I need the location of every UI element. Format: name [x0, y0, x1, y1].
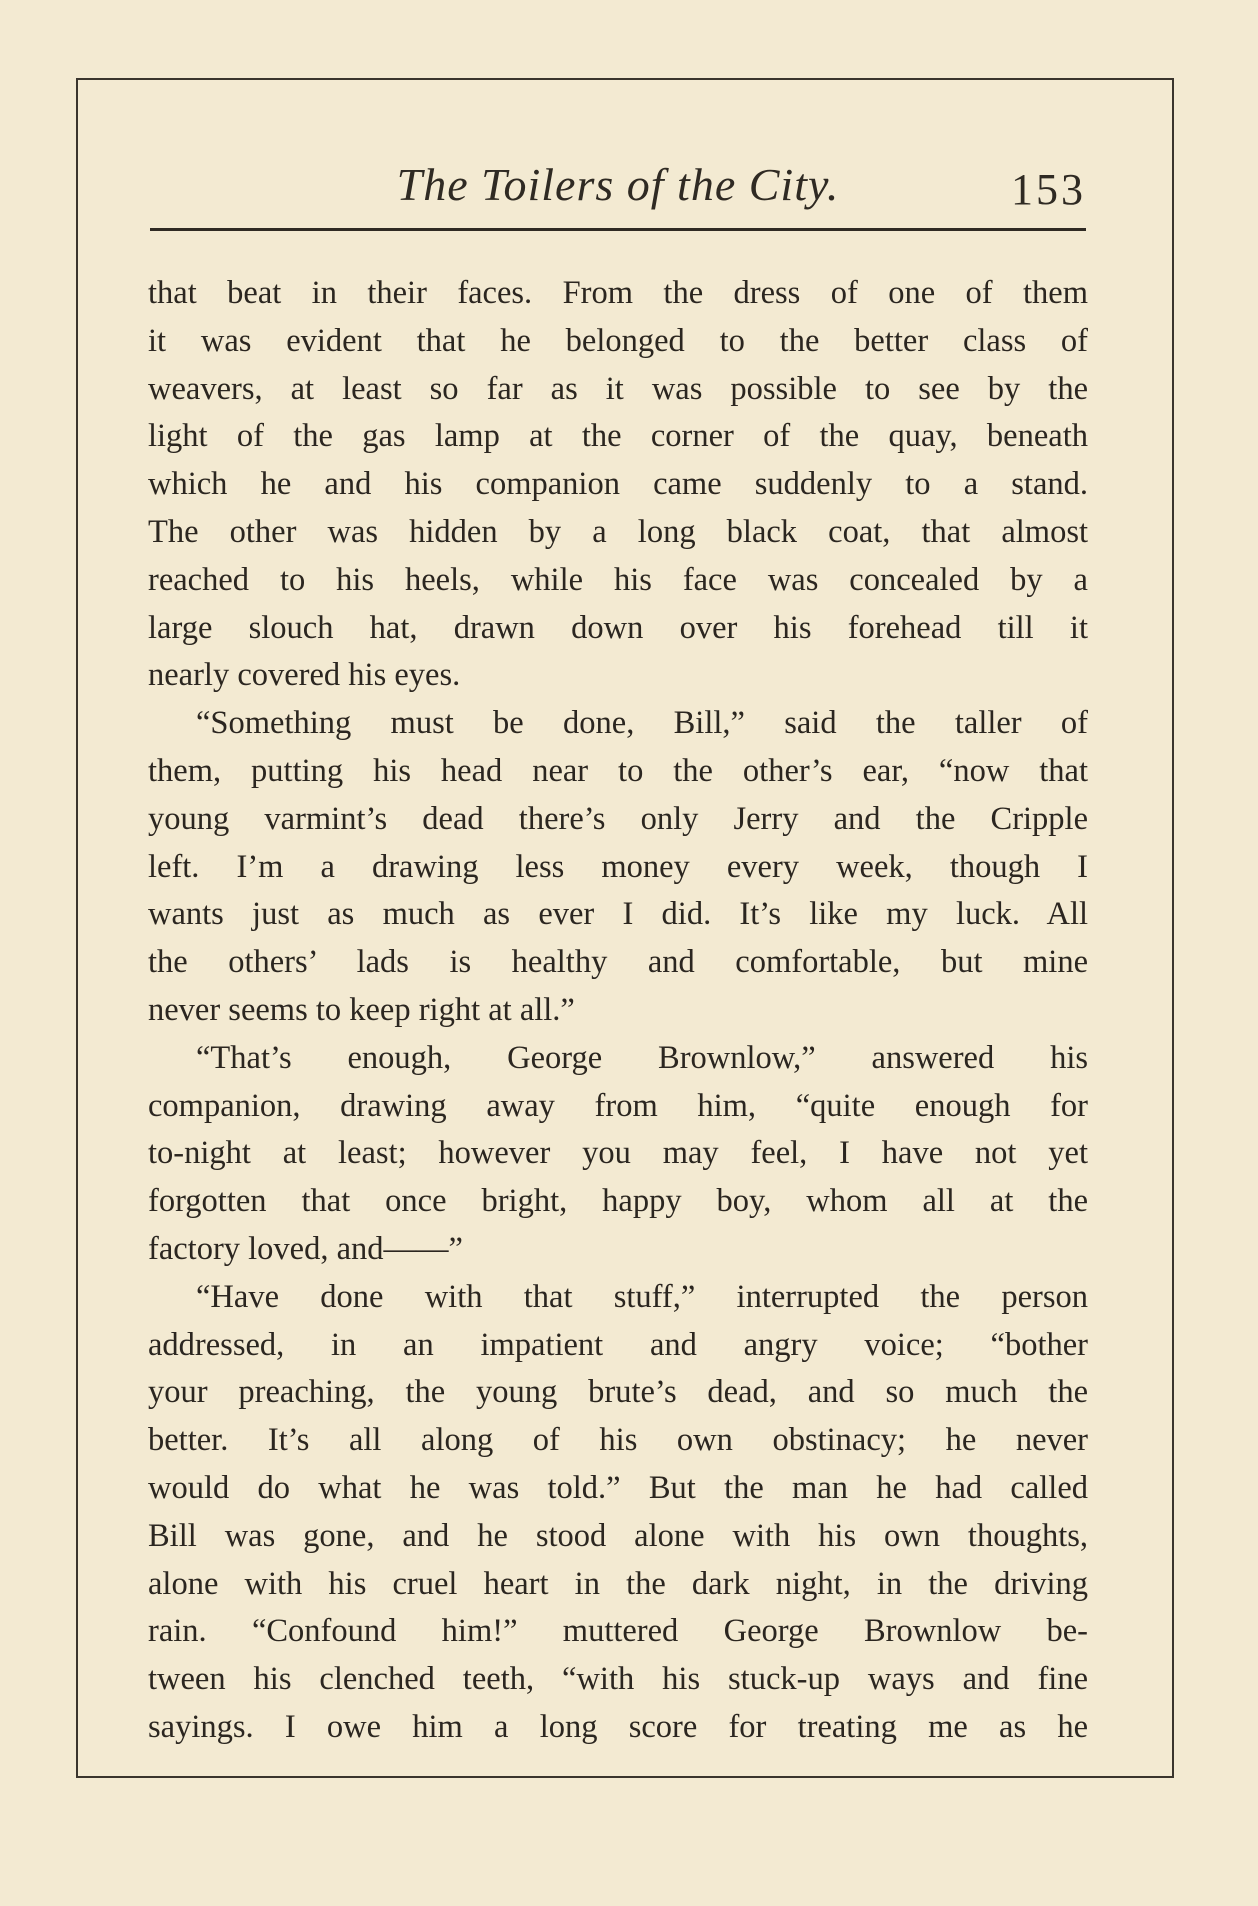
text-line: young varmint’s dead there’s only Jerry and the Cripple: [148, 800, 1088, 837]
text-line: The other was hidden by a long black coat, that almost: [148, 513, 1088, 550]
text-line: forgotten that once bright, happy boy, whom all at the: [148, 1183, 1088, 1220]
text-line: the others’ lads is healthy and comfortable, but mine: [148, 944, 1088, 981]
text-line: better. It’s all along of his own obstinacy; he never: [148, 1422, 1088, 1459]
text-line: nearly covered his eyes.: [148, 657, 461, 694]
text-line: weavers, at least so far as it was possible to see by the: [148, 370, 1088, 407]
text-line: never seems to keep right at all.”: [148, 991, 575, 1028]
body-text: [148, 270, 1088, 1752]
text-line: addressed, in an impatient and angry voice; “bother: [148, 1326, 1088, 1363]
text-line: that beat in their faces. From the dress of one of them: [148, 275, 1088, 311]
text-line: sayings. I owe him a long score for treating me as he: [148, 1708, 1088, 1745]
page-number: 153: [1011, 165, 1086, 214]
text-line: Bill was gone, and he stood alone with his own thoughts,: [148, 1517, 1088, 1554]
text-line: alone with his cruel heart in the dark night, in the driving: [148, 1565, 1088, 1602]
text-line: rain. “Confound him!” muttered George Brownlow be-: [148, 1613, 1088, 1650]
text-line: your preaching, the young brute’s dead, and so much the: [148, 1374, 1088, 1411]
text-line: left. I’m a drawing less money every week, though I: [148, 848, 1088, 885]
text-line: “Something must be done, Bill,” said the taller of: [196, 705, 1088, 742]
text-line: to-night at least; however you may feel, I have not yet: [148, 1135, 1088, 1172]
running-head: [150, 150, 1086, 226]
text-line: would do what he was told.” But the man he had called: [148, 1469, 1088, 1506]
text-line: tween his clenched teeth, “with his stuck-up ways and fine: [148, 1661, 1088, 1698]
text-line: factory loved, and——”: [148, 1230, 463, 1267]
text-line: reached to his heels, while his face was concealed by a: [148, 561, 1088, 598]
text-line: wants just as much as ever I did. It’s like my luck. All: [148, 896, 1088, 933]
text-line: “Have done with that stuff,” interrupted the person: [196, 1278, 1088, 1315]
running-title: The Toilers of the City.: [396, 159, 840, 210]
text-line: “That’s enough, George Brownlow,” answered his: [196, 1039, 1088, 1076]
text-line: them, putting his head near to the other’s ear, “now that: [148, 752, 1088, 789]
text-line: companion, drawing away from him, “quite enough for: [148, 1087, 1088, 1124]
text-line: light of the gas lamp at the corner of the quay, beneath: [148, 418, 1088, 455]
text-line: which he and his companion came suddenly to a stand.: [148, 466, 1088, 503]
text-line: large slouch hat, drawn down over his forehead till it: [148, 609, 1088, 646]
header-rule: [150, 228, 1086, 231]
text-line: it was evident that he belonged to the better class of: [148, 322, 1088, 359]
